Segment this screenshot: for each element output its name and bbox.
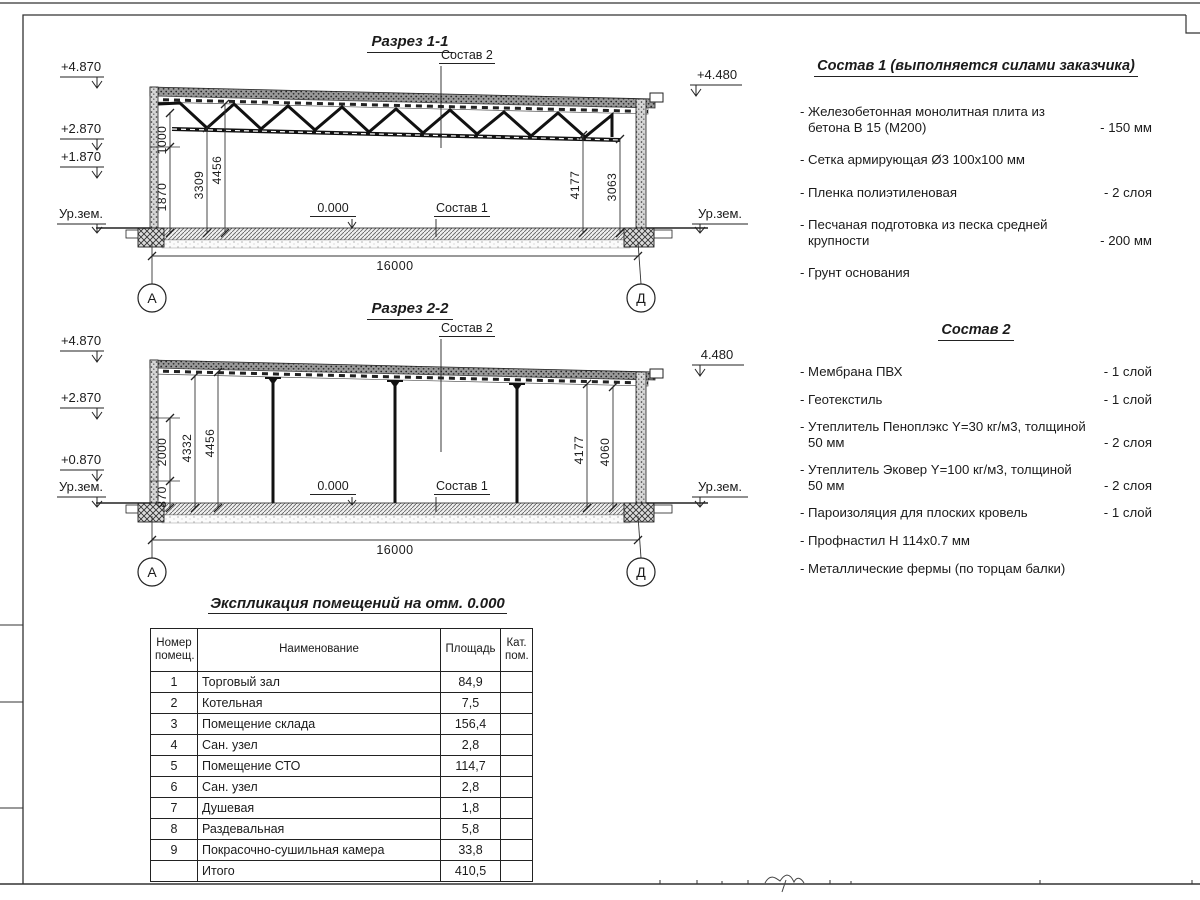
sostav1-item: - Сетка армирующая Ø3 100х100 мм (800, 152, 1025, 168)
table-row: 4 Сан. узел 2,8 (151, 735, 533, 756)
table-header-row (151, 629, 533, 672)
ground-level-left-s1: Ур.зем. (58, 206, 104, 221)
elevation-4870-s2: +4.870 (60, 333, 102, 348)
table-row: 6 Сан. узел 2,8 (151, 777, 533, 798)
zero-level-mark-1: 0.000 (310, 201, 356, 217)
sostav2-block (800, 322, 1152, 588)
elevation-0870-s2: +0.870 (60, 452, 102, 467)
dim-870: 870 (155, 486, 169, 508)
axis-d-s2: Д (636, 564, 646, 580)
table-row: 7 Душевая 1,8 (151, 798, 533, 819)
sostav2-item: - Утеплитель Эковер Y=100 кг/м3, толщиной 50 мм - 2 слоя (800, 462, 1152, 493)
col-header-category: Кат. пом. (501, 629, 533, 672)
table-row: 1 Торговый зал 84,9 (151, 672, 533, 693)
col-header-number: Номер помещ. (151, 629, 198, 672)
dim-1870: 1870 (155, 182, 169, 212)
room-table-title: Экспликация помещений на отм. 0.000 (210, 595, 505, 612)
axis-d-s1: Д (636, 290, 646, 306)
dim-4060: 4060 (598, 437, 612, 467)
dim-1000: 1000 (155, 125, 169, 155)
zero-level-mark-2: 0.000 (310, 479, 356, 495)
elevation-1870-s1: +1.870 (60, 149, 102, 164)
elevation-2870-s1: +2.870 (60, 121, 102, 136)
table-row: 5 Помещение СТО 114,7 (151, 756, 533, 777)
dim-4332: 4332 (180, 433, 194, 463)
ground-level-left-s2: Ур.зем. (58, 479, 104, 494)
sostav1-title: Состав 1 (выполняется силами заказчика) (800, 58, 1152, 74)
sostav2-title: Состав 2 (800, 322, 1152, 338)
sostav2-item: - Металлические фермы (по торцам балки) (800, 560, 1066, 576)
elevation-2870-s2: +2.870 (60, 390, 102, 405)
dim-4177-s2: 4177 (572, 435, 586, 465)
dim-4177-s1: 4177 (568, 170, 582, 200)
elevation-4480-s2: 4.480 (700, 347, 734, 362)
elevation-4480-s1: +4.480 (696, 67, 738, 82)
room-schedule-table (150, 628, 533, 882)
ground-level-right-s2: Ур.зем. (697, 479, 743, 494)
col-header-name: Наименование (198, 629, 441, 672)
section-2-2-title: Разрез 2-2 (330, 300, 490, 317)
sostav2-item: - Пароизоляция для плоских кровель - 1 слой (800, 505, 1152, 521)
sostav2-item: - Геотекстиль - 1 слой (800, 391, 1152, 407)
sostav2-item: - Утеплитель Пеноплэкс Y=30 кг/м3, толщиной 50 мм - 2 слоя (800, 419, 1152, 450)
sostav2-callout-2: Состав 2 (441, 321, 493, 335)
sostav2-callout-1: Состав 2 (441, 48, 493, 62)
dim-4456-s1: 4456 (210, 155, 224, 185)
sostav1-item: - Железобетонная монолитная плита из бетона В 15 (М200) - 150 мм (800, 104, 1152, 135)
sostav2-item: - Профнастил Н 114х0.7 мм (800, 533, 970, 549)
section-1-1-title: Разрез 1-1 (330, 33, 490, 50)
dim-16000-s1: 16000 (376, 259, 414, 273)
dim-4456-s2: 4456 (203, 428, 217, 458)
table-row: 9 Покрасочно-сушильная камера 33,8 (151, 840, 533, 861)
sostav1-item: - Грунт основания (800, 265, 910, 281)
ground-level-right-s1: Ур.зем. (697, 206, 743, 221)
dim-16000-s2: 16000 (376, 543, 414, 557)
table-row: 8 Раздевальная 5,8 (151, 819, 533, 840)
sostav1-block (800, 58, 1152, 298)
sostav1-item: - Песчаная подготовка из песка средней крупности - 200 мм (800, 217, 1152, 248)
elevation-4870-s1: +4.870 (60, 59, 102, 74)
table-row: 3 Помещение склада 156,4 (151, 714, 533, 735)
col-header-area: Площадь (441, 629, 501, 672)
sostav1-callout-2: Состав 1 (436, 479, 488, 493)
axis-a-s2: А (147, 564, 157, 580)
sostav1-item: - Пленка полиэтиленовая - 2 слоя (800, 184, 1152, 200)
axis-a-s1: А (147, 290, 157, 306)
dim-3309: 3309 (192, 170, 206, 200)
sostav2-item: - Мембрана ПВХ - 1 слой (800, 364, 1152, 379)
table-row: 2 Котельная 7,5 (151, 693, 533, 714)
dim-2000: 2000 (155, 437, 169, 467)
table-total-row: Итого 410,5 (151, 861, 533, 882)
dim-3063: 3063 (605, 172, 619, 202)
sostav1-callout-1: Состав 1 (436, 201, 488, 215)
